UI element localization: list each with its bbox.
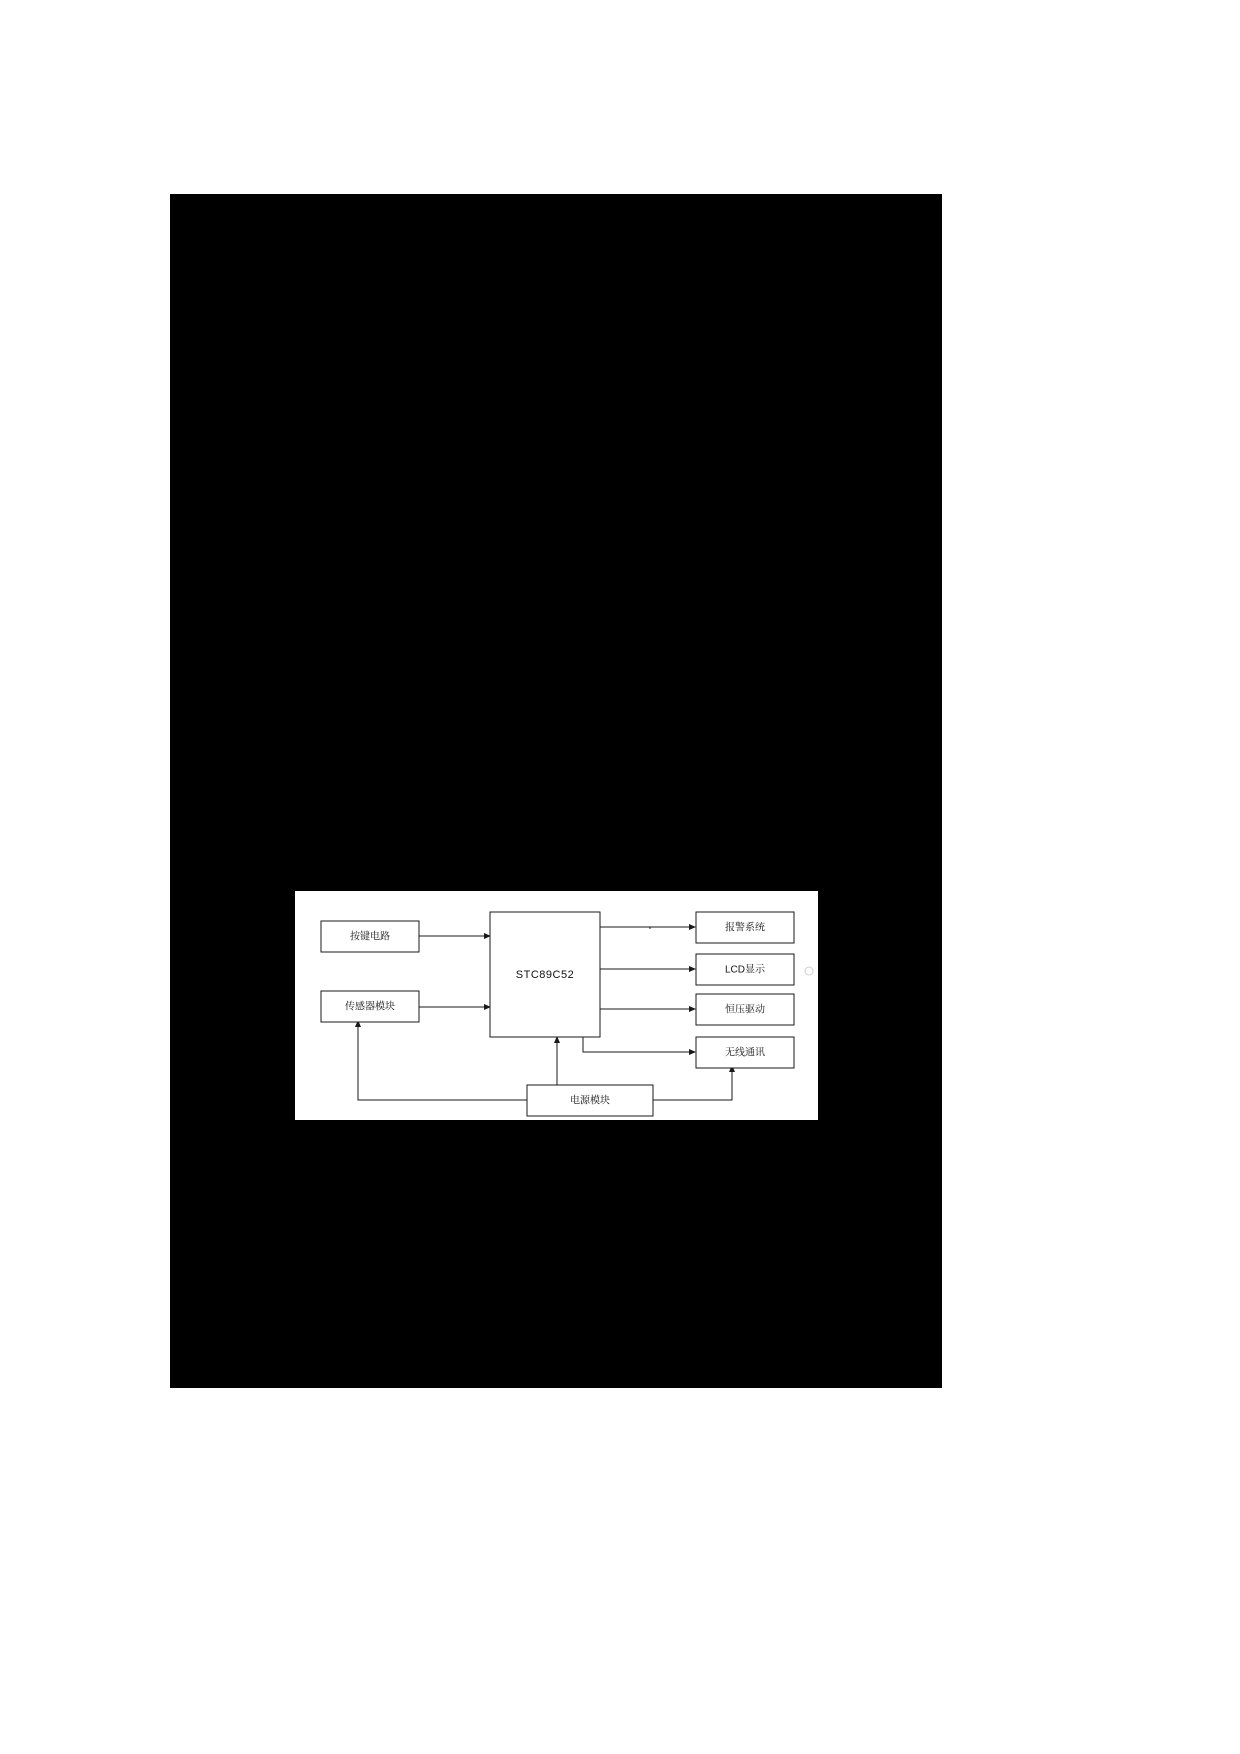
node-alarm-system-label: 报警系统 (725, 922, 765, 934)
page-content-region (170, 194, 942, 1388)
block-diagram-svg (295, 891, 818, 1120)
node-key-circuit-label: 按键电路 (350, 931, 390, 943)
node-power-module-label: 电源模块 (570, 1095, 610, 1107)
link-power-to-wireless (653, 1066, 732, 1100)
node-wireless-comm[interactable] (696, 1037, 794, 1068)
node-alarm-system[interactable] (696, 912, 794, 943)
block-diagram-canvas (295, 891, 818, 1120)
node-power-module[interactable] (527, 1085, 653, 1116)
node-lcd-display-label: LCD显示 (724, 964, 766, 976)
node-constant-voltage-drive[interactable] (696, 994, 794, 1025)
link-mcu-to-wireless (583, 1037, 695, 1052)
node-sensor-module[interactable] (321, 991, 419, 1022)
node-lcd-display[interactable] (696, 954, 794, 985)
node-constant-voltage-drive-label: 恒压驱动 (725, 1004, 765, 1016)
node-sensor-module-label: 传感器模块 (345, 1001, 395, 1013)
node-key-circuit[interactable] (321, 921, 419, 952)
canvas-handle-icon (805, 967, 813, 975)
node-mcu[interactable] (490, 912, 600, 1037)
node-mcu-label: STC89C52 (515, 968, 575, 981)
node-wireless-comm-label: 无线通讯 (725, 1047, 765, 1059)
